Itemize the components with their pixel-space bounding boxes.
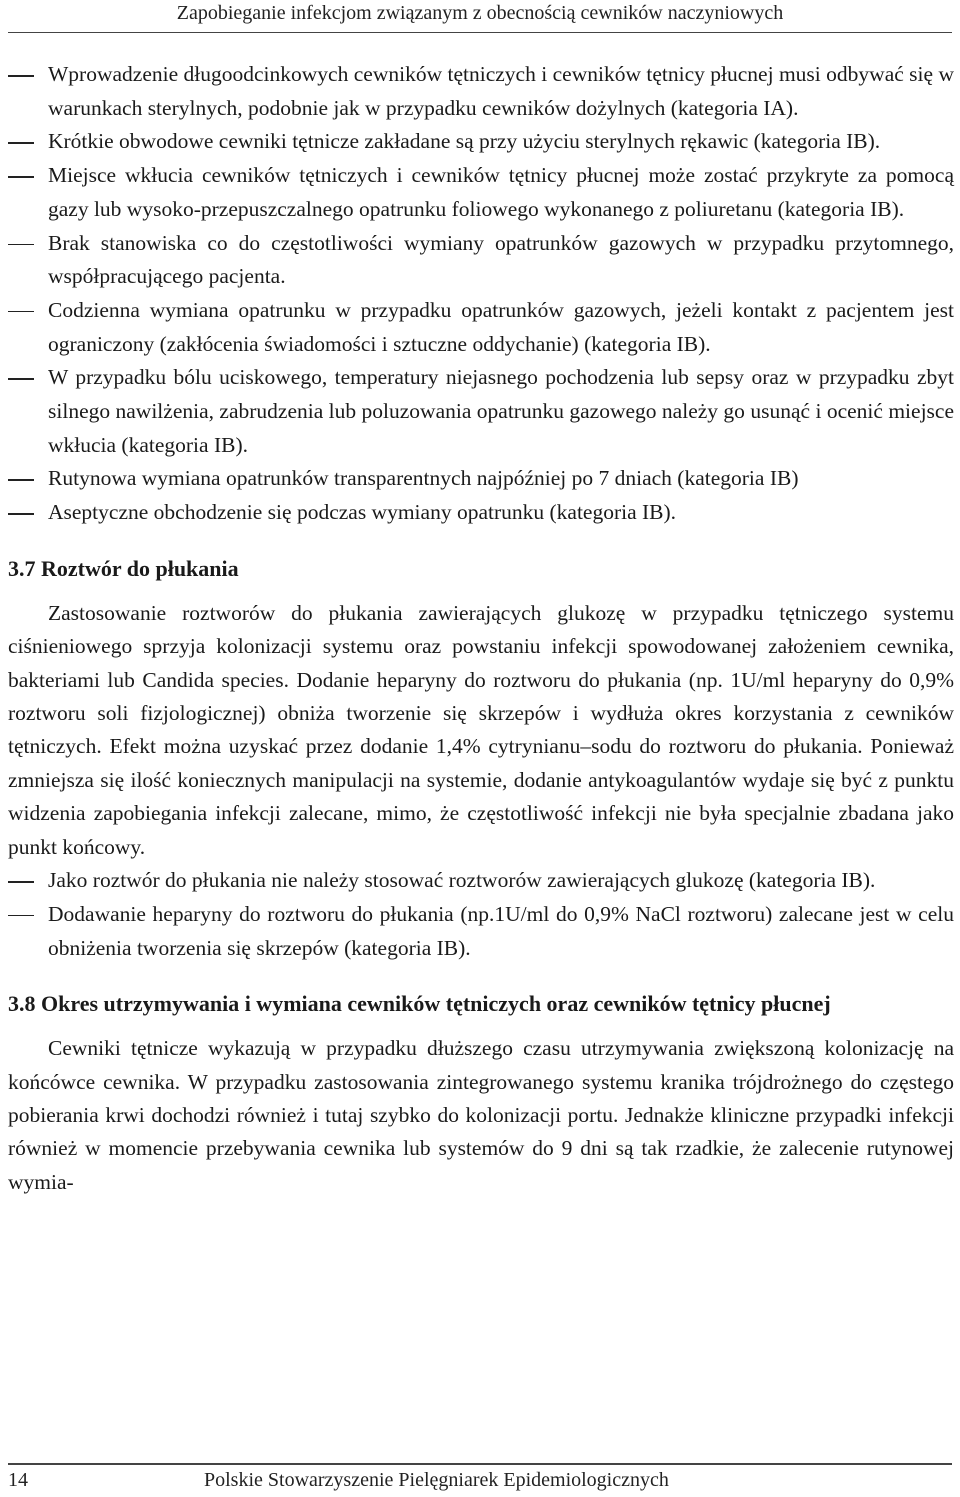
- list-item: Jako roztwór do płukania nie należy stosować roztworów zawierających glukozę (kategoria IB).: [48, 868, 876, 893]
- page-content: [8, 58, 954, 1199]
- running-header: Zapobieganie infekcjom związanym z obecnością cewników naczyniowych: [8, 0, 952, 33]
- list-item: Miejsce wkłucia cewników tętniczych i cewników tętnicy płucnej może zostać przykryte za pomocą gazy lub wysoko-przepuszczalnego opatrunku foliowego wykonanego z poliuretanu (kategoria IB).: [48, 163, 954, 221]
- section-heading-3-8: 3.8 Okres utrzymywania i wymiana cewników tętniczych oraz cewników tętnicy płucnej: [8, 991, 831, 1017]
- footer-organization: Polskie Stowarzyszenie Pielęgniarek Epidemiologicznych: [204, 1469, 669, 1491]
- list-item: W przypadku bólu uciskowego, temperatury niejasnego pochodzenia lub sepsy oraz w przypadku zbyt silnego nawilżenia, zabrudzenia lub poluzowania opatrunku gazowego należy go usunąć i ocenić miejsce wkłucia (kategoria IB).: [48, 365, 954, 457]
- list-item: Brak stanowiska co do częstotliwości wymiany opatrunków gazowych w przypadku przytomnego, współpracującego pacjenta.: [48, 230, 954, 289]
- flush-solution-list: [8, 864, 954, 965]
- section-3-8-paragraph: Cewniki tętnicze wykazują w przypadku dłuższego czasu utrzymywania zwiększoną kolonizację na końcówce cewnika. W przypadku zastosowania zintegrowanego systemu kranika trójdrożnego do częstego pobierania krwi dochodzi również i tutaj szybko do kolonizacji portu. Jednakże kliniczne przypadki infekcji również w momencie przebywania cewnika lub systemów do 9 dni są tak rzadkie, że zalecenie rutynowej wymia-: [8, 1036, 954, 1194]
- list-item: Wprowadzenie długoodcinkowych cewników tętniczych i cewników tętnicy płucnej musi odbywać się w warunkach sterylnych, podobnie jak w przypadku cewników dożylnych (kategoria IA).: [48, 62, 954, 120]
- list-item: Krótkie obwodowe cewniki tętnicze zakładane są przy użyciu sterylnych rękawic (kategoria IB).: [48, 129, 881, 154]
- list-item: Aseptyczne obchodzenie się podczas wymiany opatrunku (kategoria IB).: [48, 500, 677, 525]
- list-item: Codzienna wymiana opatrunku w przypadku opatrunków gazowych, jeżeli kontakt z pacjentem jest ograniczony (zakłócenia świadomości i sztuczne oddychanie) (kategoria IB).: [48, 297, 954, 356]
- list-item: Rutynowa wymiana opatrunków transparentnych najpóźniej po 7 dniach (kategoria IB): [48, 466, 799, 491]
- list-item: Dodawanie heparyny do roztworu do płukania (np.1U/ml do 0,9% NaCl roztworu) zalecane jest w celu obniżenia tworzenia się skrzepów (kategoria IB).: [48, 901, 954, 960]
- recommendation-list: [8, 58, 954, 530]
- section-heading-3-7: 3.7 Roztwór do płukania: [8, 555, 239, 581]
- footer-divider: [8, 1463, 952, 1465]
- page-number: 14: [8, 1469, 28, 1491]
- section-3-7-paragraph: Zastosowanie roztworów do płukania zawierających glukozę w przypadku tętniczego systemu ciśnieniowego sprzyja kolonizacji systemu oraz powstaniu infekcji spowodowanej założeniem cewnika, bakteriami lub Candida species. Dodanie heparyny do roztworu do płukania (np. 1U/ml heparyny do 0,9% roztworu soli fizjologicznej) obniża tworzenie się skrzepów i wydłuża okres korzystania z cewników tętniczych. Efekt można uzyskać przez dodanie 1,4% cytrynianu–sodu do roztworu do płukania. Ponieważ zmniejsza się ilość koniecznych manipulacji na systemie, dodanie antykoagulantów wydaje się być z punktu widzenia zapobiegania infekcji zalecane, mimo, że częstotliwość infekcji nie była specjalnie zbadana jako punkt końcowy.: [8, 600, 954, 859]
